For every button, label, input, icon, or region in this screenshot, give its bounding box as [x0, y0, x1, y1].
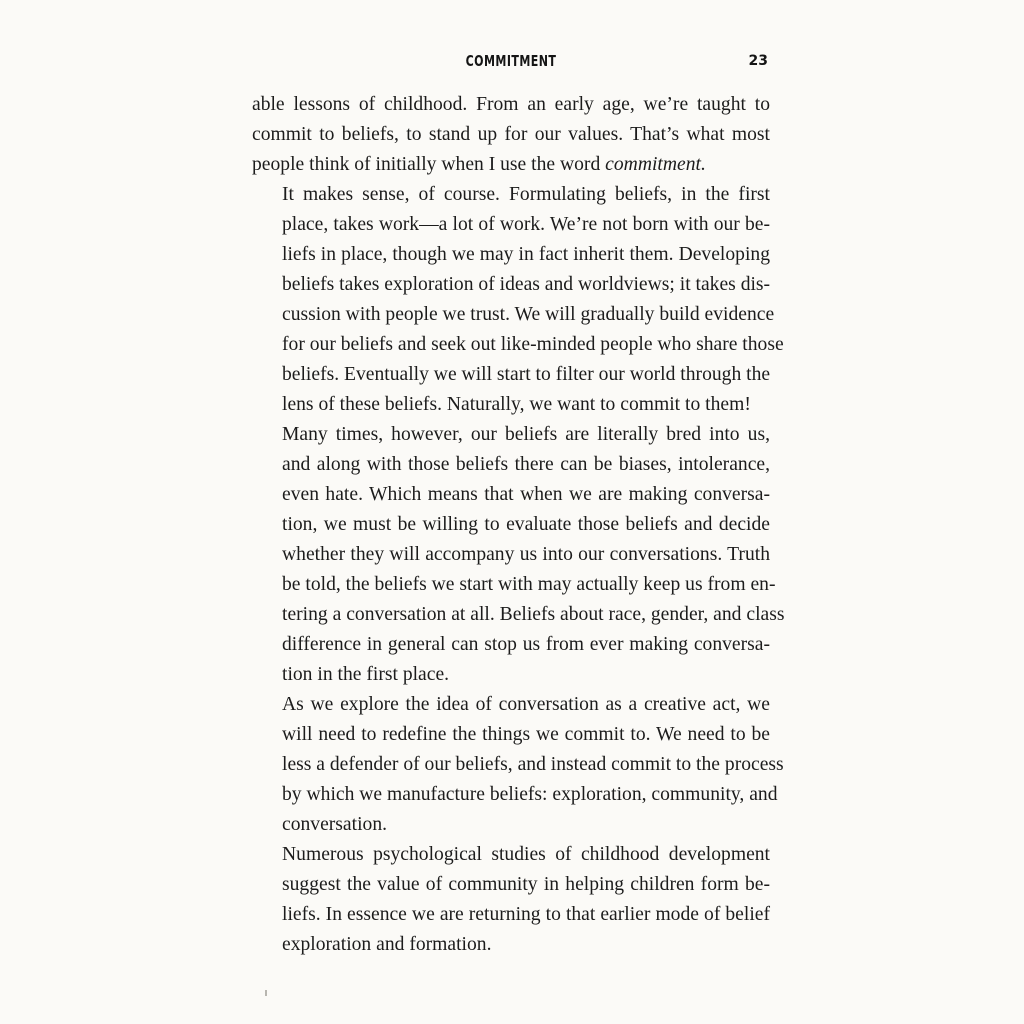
running-title: COMMITMENT	[465, 52, 557, 70]
text-line: liefs. In essence we are returning to that earlier mode of belief	[282, 904, 770, 925]
text-line: people think of initially when I use the word commitment.	[252, 154, 706, 175]
text-line: tering a conversation at all. Beliefs about race, gender, and class	[282, 604, 785, 625]
text-line: difference in general can stop us from ever making conversa-	[282, 634, 770, 655]
running-head	[252, 52, 770, 74]
paragraph	[252, 690, 784, 840]
text-line: will need to redefine the things we commit to. We need to be	[282, 724, 770, 745]
text-line: able lessons of childhood. From an early age, we’re taught to	[252, 94, 770, 115]
text-line: lens of these beliefs. Naturally, we want to commit to them!	[282, 394, 751, 415]
body-text	[252, 90, 785, 960]
text-line: As we explore the idea of conversation as a creative act, we	[282, 694, 770, 715]
emphasized-word: commitment.	[605, 154, 706, 175]
scan-mark	[265, 990, 267, 996]
text-line: beliefs takes exploration of ideas and worldviews; it takes dis-	[282, 274, 771, 295]
text-line: tion in the first place.	[282, 664, 450, 685]
text-line: tion, we must be willing to evaluate those beliefs and decide	[282, 514, 770, 535]
text-line: suggest the value of community in helping children form be-	[282, 874, 770, 895]
paragraph	[252, 420, 785, 690]
page-number: 23	[748, 53, 768, 69]
text-line: commit to beliefs, to stand up for our values. That’s what most	[252, 124, 770, 145]
text-line: cussion with people we trust. We will gradually build evidence	[282, 304, 775, 325]
text-line: less a defender of our beliefs, and instead commit to the process	[282, 754, 784, 775]
text-line: and along with those beliefs there can be biases, intolerance,	[282, 454, 770, 475]
text-line: for our beliefs and seek out like-minded people who share those	[282, 334, 784, 355]
text-line: liefs in place, though we may in fact inherit them. Developing	[282, 244, 770, 265]
text-line: exploration and formation.	[282, 934, 492, 955]
text-line: conversation.	[282, 814, 388, 835]
text-line: beliefs. Eventually we will start to filter our world through the	[282, 364, 771, 385]
text-line: Numerous psychological studies of childhood development	[282, 844, 770, 865]
paragraph	[252, 840, 770, 960]
text-line: by which we manufacture beliefs: exploration, community, and	[282, 784, 778, 805]
text-line: Many times, however, our beliefs are literally bred into us,	[282, 424, 770, 445]
paragraph	[252, 90, 770, 180]
text-line: It makes sense, of course. Formulating beliefs, in the first	[282, 184, 770, 205]
text-line: whether they will accompany us into our conversations. Truth	[282, 544, 770, 565]
text-line: even hate. Which means that when we are making conversa-	[282, 484, 770, 505]
paragraph	[252, 180, 784, 420]
text-line: place, takes work—a lot of work. We’re not born with our be-	[282, 214, 770, 235]
text-line: be told, the beliefs we start with may actually keep us from en-	[282, 574, 776, 595]
